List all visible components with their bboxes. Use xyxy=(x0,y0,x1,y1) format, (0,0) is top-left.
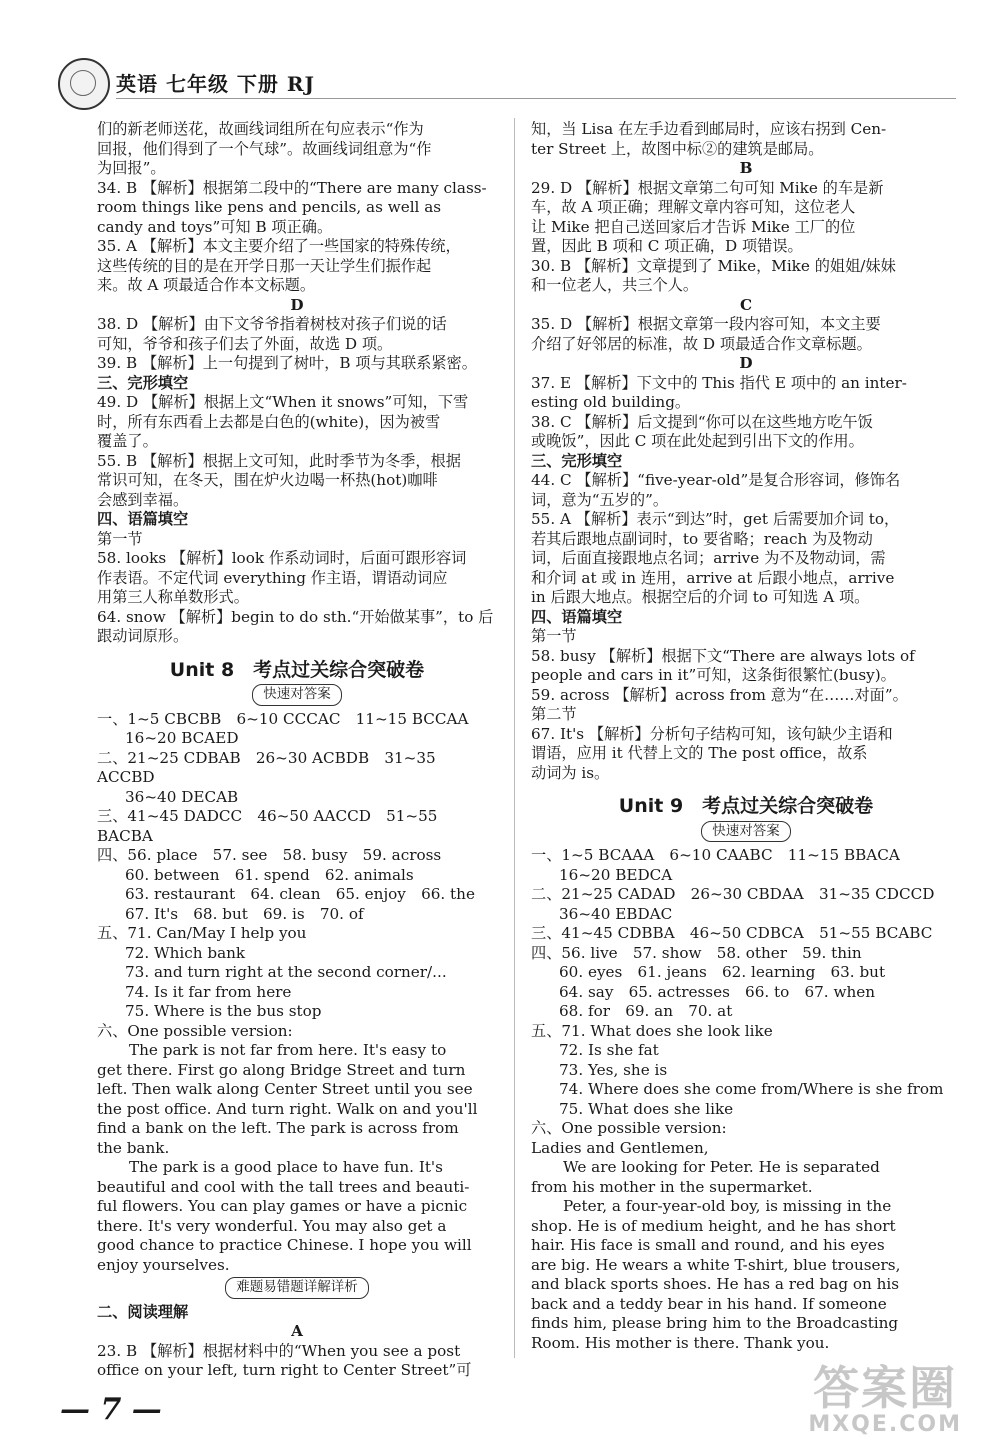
answer-row: 三、41~45 DADCC 46~50 AACCD 51~55 BACBA xyxy=(97,807,438,845)
subsection-heading: 第二节 xyxy=(531,705,577,723)
answer-30: 30. B 【解析】文章提到了 Mike，Mike 的姐姐/妹妹 xyxy=(531,256,896,275)
essay-line: the post office. And turn right. Walk on and you'll xyxy=(97,1099,478,1118)
text-line: 让 Mike 把自己送回家后才告诉 Mike 工厂的位 xyxy=(531,217,856,236)
essay-line: the bank. xyxy=(97,1138,170,1157)
text-line: 来。故 A 项最适合作本文标题。 xyxy=(97,276,316,294)
answer-row: 16~20 BCAED xyxy=(125,729,239,747)
answer-row: 73. and turn right at the second corner/... xyxy=(125,963,447,981)
answer-59: 59. across 【解析】across from 意为“在……对面”。 xyxy=(531,685,908,704)
text-line: 和介词 at 或 in 连用，arrive at 后跟小地点，arrive xyxy=(531,568,895,587)
essay-line: find a bank on the left. The park is across from xyxy=(97,1119,459,1137)
text-line: 作表语。不定代词 everything 作主语，谓语动词应 xyxy=(97,568,448,587)
watermark-url: MXQE.COM xyxy=(808,1412,962,1437)
answer-49: 49. D 【解析】根据上文“When it snows”可知，下雪 xyxy=(97,393,469,411)
text-line: 回报，他们得到了一个气球”。故画线词组意为“作 xyxy=(97,139,432,158)
answer-row: 64. say 65. actresses 66. to 67. when xyxy=(559,982,875,1001)
answer-row: 75. Where is the bus stop xyxy=(125,1002,322,1020)
answer-38: 38. C 【解析】后文提到“你可以在这些地方吃午饭 xyxy=(531,412,873,431)
text-line: 车，故 A 项正确；理解文章内容可知，这位老人 xyxy=(531,198,856,216)
logo-icon xyxy=(58,58,110,110)
answer-64: 64. snow 【解析】begin to do sth.“开始做某事”，to 后 xyxy=(97,607,494,626)
header-title: 英语 七年级 下册 RJ xyxy=(116,72,315,96)
unit-8-title: Unit 8 考点过关综合突破卷 xyxy=(169,658,425,681)
answer-23: 23. B 【解析】根据材料中的“When you see a post xyxy=(97,1341,461,1360)
text-line: 用第三人称单数形式。 xyxy=(97,588,249,606)
answer-37: 37. E 【解析】下文中的 This 指代 E 项中的 an inter- xyxy=(531,373,907,392)
answer-row: 63. restaurant 64. clean 65. enjoy 66. the xyxy=(125,885,475,903)
answer-row: 五、71. Can/May I help you xyxy=(97,924,307,942)
page-header xyxy=(58,58,958,110)
text-line: 词，意为“五岁的”。 xyxy=(531,490,669,509)
text-line: 或晚饭”，因此 C 项在此处起到引出下文的作用。 xyxy=(531,432,864,450)
answer-row: 二、21~25 CADAD 26~30 CBDAA 31~35 CDCCD xyxy=(531,885,935,903)
essay-line: from his mother in the supermarket. xyxy=(531,1177,813,1196)
answer-row: 60. eyes 61. jeans 62. learning 63. but xyxy=(559,963,886,981)
text-line: 动词为 is。 xyxy=(531,763,610,782)
answer-row: 六、One possible version: xyxy=(531,1119,727,1137)
answer-row: 72. Which bank xyxy=(125,943,246,962)
essay-line: The park is a good place to have fun. It's xyxy=(129,1158,443,1176)
answer-39: 39. B 【解析】上一句提到了树叶，B 项与其联系紧密。 xyxy=(97,354,477,372)
watermark xyxy=(808,1352,962,1437)
text-line: 介绍了好邻居的标准，故 D 项最适合作文章标题。 xyxy=(531,334,872,353)
answer-row: 一、1~5 CBCBB 6~10 CCCAC 11~15 BCCAA xyxy=(97,709,469,728)
section-letter: D xyxy=(290,295,304,314)
text-line: 若其后跟地点副词时，to 要省略；reach 为及物动 xyxy=(531,529,873,548)
answer-row: 五、71. What does she look like xyxy=(531,1021,773,1040)
text-line: 覆盖了。 xyxy=(97,432,158,450)
answer-44: 44. C 【解析】“five-year-old”是复合形容词，修饰名 xyxy=(531,471,901,489)
text-line: in 后跟大地点。根据空后的介词 to 可知选 A 项。 xyxy=(531,588,870,606)
essay-line: Room. His mother is there. Thank you. xyxy=(531,1333,830,1352)
essay-line: left. Then walk along Center Street until you see xyxy=(97,1080,473,1098)
answer-55: 55. A 【解析】表示“到达”时，get 后需要加介词 to， xyxy=(531,510,900,528)
subsection-heading: 第一节 xyxy=(97,529,143,548)
text-line: 跟动词原形。 xyxy=(97,627,189,645)
essay-line: Ladies and Gentlemen, xyxy=(531,1138,709,1157)
quick-answers-banner xyxy=(97,684,497,706)
text-line: office on your left, turn right to Center Street”可 xyxy=(97,1361,472,1379)
answer-row: 16~20 BEDCA xyxy=(559,865,673,884)
section-heading: 三、完形填空 xyxy=(97,373,189,392)
answer-row: 72. Is she fat xyxy=(559,1041,659,1059)
answer-row: 四、56. place 57. see 58. busy 59. across xyxy=(97,846,442,864)
answer-row: 68. for 69. an 70. at xyxy=(559,1002,733,1020)
essay-line: get there. First go along Bridge Street and turn xyxy=(97,1060,466,1079)
text-line: 可知，爷爷和孩子们去了外面，故选 D 项。 xyxy=(97,334,393,353)
banner-label: 快速对答案 xyxy=(252,684,342,706)
essay-line: hair. His face is small and round, and his eyes xyxy=(531,1236,885,1254)
essay-line: there. It's very wonderful. You may also get a xyxy=(97,1216,447,1235)
answer-58: 58. looks 【解析】look 作系动词时，后面可跟形容词 xyxy=(97,549,467,567)
text-line: ter Street 上，故图中标②的建筑是邮局。 xyxy=(531,139,824,158)
answer-35: 35. A 【解析】本文主要介绍了一些国家的特殊传统， xyxy=(97,237,461,255)
section-heading: 四、语篇填空 xyxy=(97,510,189,528)
column-divider xyxy=(514,118,515,1358)
page-number: — 7 — xyxy=(60,1392,162,1427)
watermark-text: 答案圈 xyxy=(813,1361,958,1415)
essay-line: and black sports shoes. He has a red bag on his xyxy=(531,1275,900,1293)
text-line: people and cars in it”可知，这条街很繁忙(busy)。 xyxy=(531,666,896,684)
banner-label: 快速对答案 xyxy=(701,821,791,843)
text-line: 置，因此 B 项和 C 项正确，D 项错误。 xyxy=(531,237,803,255)
detailed-analysis-banner xyxy=(97,1277,497,1299)
essay-line: back and a teddy bear in his hand. If someone xyxy=(531,1294,887,1313)
essay-line: good chance to practice Chinese. I hope you will xyxy=(97,1236,472,1254)
text-line: 常识可知，在冬天，围在炉火边喝一杯热(hot)咖啡 xyxy=(97,471,438,489)
answer-row: 74. Is it far from here xyxy=(125,982,292,1001)
answer-35: 35. D 【解析】根据文章第一段内容可知，本文主要 xyxy=(531,315,881,333)
text-line: esting old building。 xyxy=(531,393,691,411)
section-heading: 四、语篇填空 xyxy=(531,607,623,626)
answer-row: 六、One possible version: xyxy=(97,1021,293,1040)
answer-row: 67. It's 68. but 69. is 70. of xyxy=(125,904,364,923)
text-line: 这些传统的目的是在开学日那一天让学生们振作起 xyxy=(97,256,432,275)
section-letter: C xyxy=(739,295,753,314)
text-line: room things like pens and pencils, as well as xyxy=(97,198,442,216)
text-line: 时，所有东西看上去都是白色的(white)，因为被雪 xyxy=(97,412,441,431)
header-rule xyxy=(116,98,956,99)
answer-34: 34. B 【解析】根据第二段中的“There are many class- xyxy=(97,178,487,197)
text-line: 为回报”。 xyxy=(97,159,166,177)
essay-line: ful flowers. You can play games or have a picnic xyxy=(97,1197,468,1215)
essay-line: We are looking for Peter. He is separated xyxy=(563,1158,880,1176)
text-line: 会感到幸福。 xyxy=(97,490,189,509)
section-letter: A xyxy=(291,1322,303,1340)
text-line: 知，当 Lisa 在左手边看到邮局时，应该右拐到 Cen- xyxy=(531,120,887,138)
answer-row: 三、41~45 CDBBA 46~50 CDBCA 51~55 BCABC xyxy=(531,924,933,942)
text-line: 词，后面直接跟地点名词；arrive 为不及物动词，需 xyxy=(531,549,886,567)
subsection-heading: 第一节 xyxy=(531,627,577,645)
essay-line: are big. He wears a white T-shirt, blue trousers, xyxy=(531,1255,901,1274)
banner-label: 难题易错题详解详析 xyxy=(225,1277,369,1299)
right-column xyxy=(531,120,961,1353)
essay-line: Peter, a four-year-old boy, is missing in the xyxy=(563,1197,892,1215)
unit-9-title: Unit 9 考点过关综合突破卷 xyxy=(618,795,874,817)
answer-67: 67. It's 【解析】分析句子结构可知，该句缺少主语和 xyxy=(531,724,893,743)
essay-line: enjoy yourselves. xyxy=(97,1255,230,1274)
answer-row: 36~40 DECAB xyxy=(125,787,239,806)
essay-line: finds him, please bring him to the Broadcasting xyxy=(531,1314,899,1332)
left-column xyxy=(97,120,497,1381)
section-letter: D xyxy=(739,354,753,372)
answer-55: 55. B 【解析】根据上文可知，此时季节为冬季，根据 xyxy=(97,451,461,470)
answer-row: 74. Where does she come from/Where is she from xyxy=(559,1080,944,1098)
essay-line: shop. He is of medium height, and he has short xyxy=(531,1216,896,1235)
quick-answers-banner xyxy=(531,821,961,843)
essay-line: The park is not far from here. It's easy to xyxy=(129,1041,447,1059)
answer-row: 四、56. live 57. show 58. other 59. thin xyxy=(531,943,862,962)
answer-58: 58. busy 【解析】根据下文“There are always lots of xyxy=(531,646,915,665)
essay-line: beautiful and cool with the tall trees and beauti- xyxy=(97,1177,470,1196)
answer-38: 38. D 【解析】由下文爷爷指着树枝对孩子们说的话 xyxy=(97,315,447,333)
answer-row: 75. What does she like xyxy=(559,1099,734,1118)
section-heading: 二、阅读理解 xyxy=(97,1302,189,1321)
text-line: 们的新老师送花，故画线词组所在句应表示“作为 xyxy=(97,120,424,138)
text-line: 谓语，应用 it 代替上文的 The post office，故系 xyxy=(531,744,868,762)
answer-row: 73. Yes, she is xyxy=(559,1060,668,1079)
section-letter: B xyxy=(739,159,753,177)
answer-row: 36~40 EBDAC xyxy=(559,904,673,923)
text-line: 和一位老人，共三个人。 xyxy=(531,276,699,294)
answer-row: 一、1~5 BCAAA 6~10 CAABC 11~15 BBACA xyxy=(531,846,900,864)
answer-row: 二、21~25 CDBAB 26~30 ACBDB 31~35 ACCBD xyxy=(97,748,436,786)
answer-row: 60. between 61. spend 62. animals xyxy=(125,865,414,884)
answer-29: 29. D 【解析】根据文章第二句可知 Mike 的车是新 xyxy=(531,178,884,197)
text-line: candy and toys”可知 B 项正确。 xyxy=(97,217,333,236)
section-heading: 三、完形填空 xyxy=(531,451,623,470)
